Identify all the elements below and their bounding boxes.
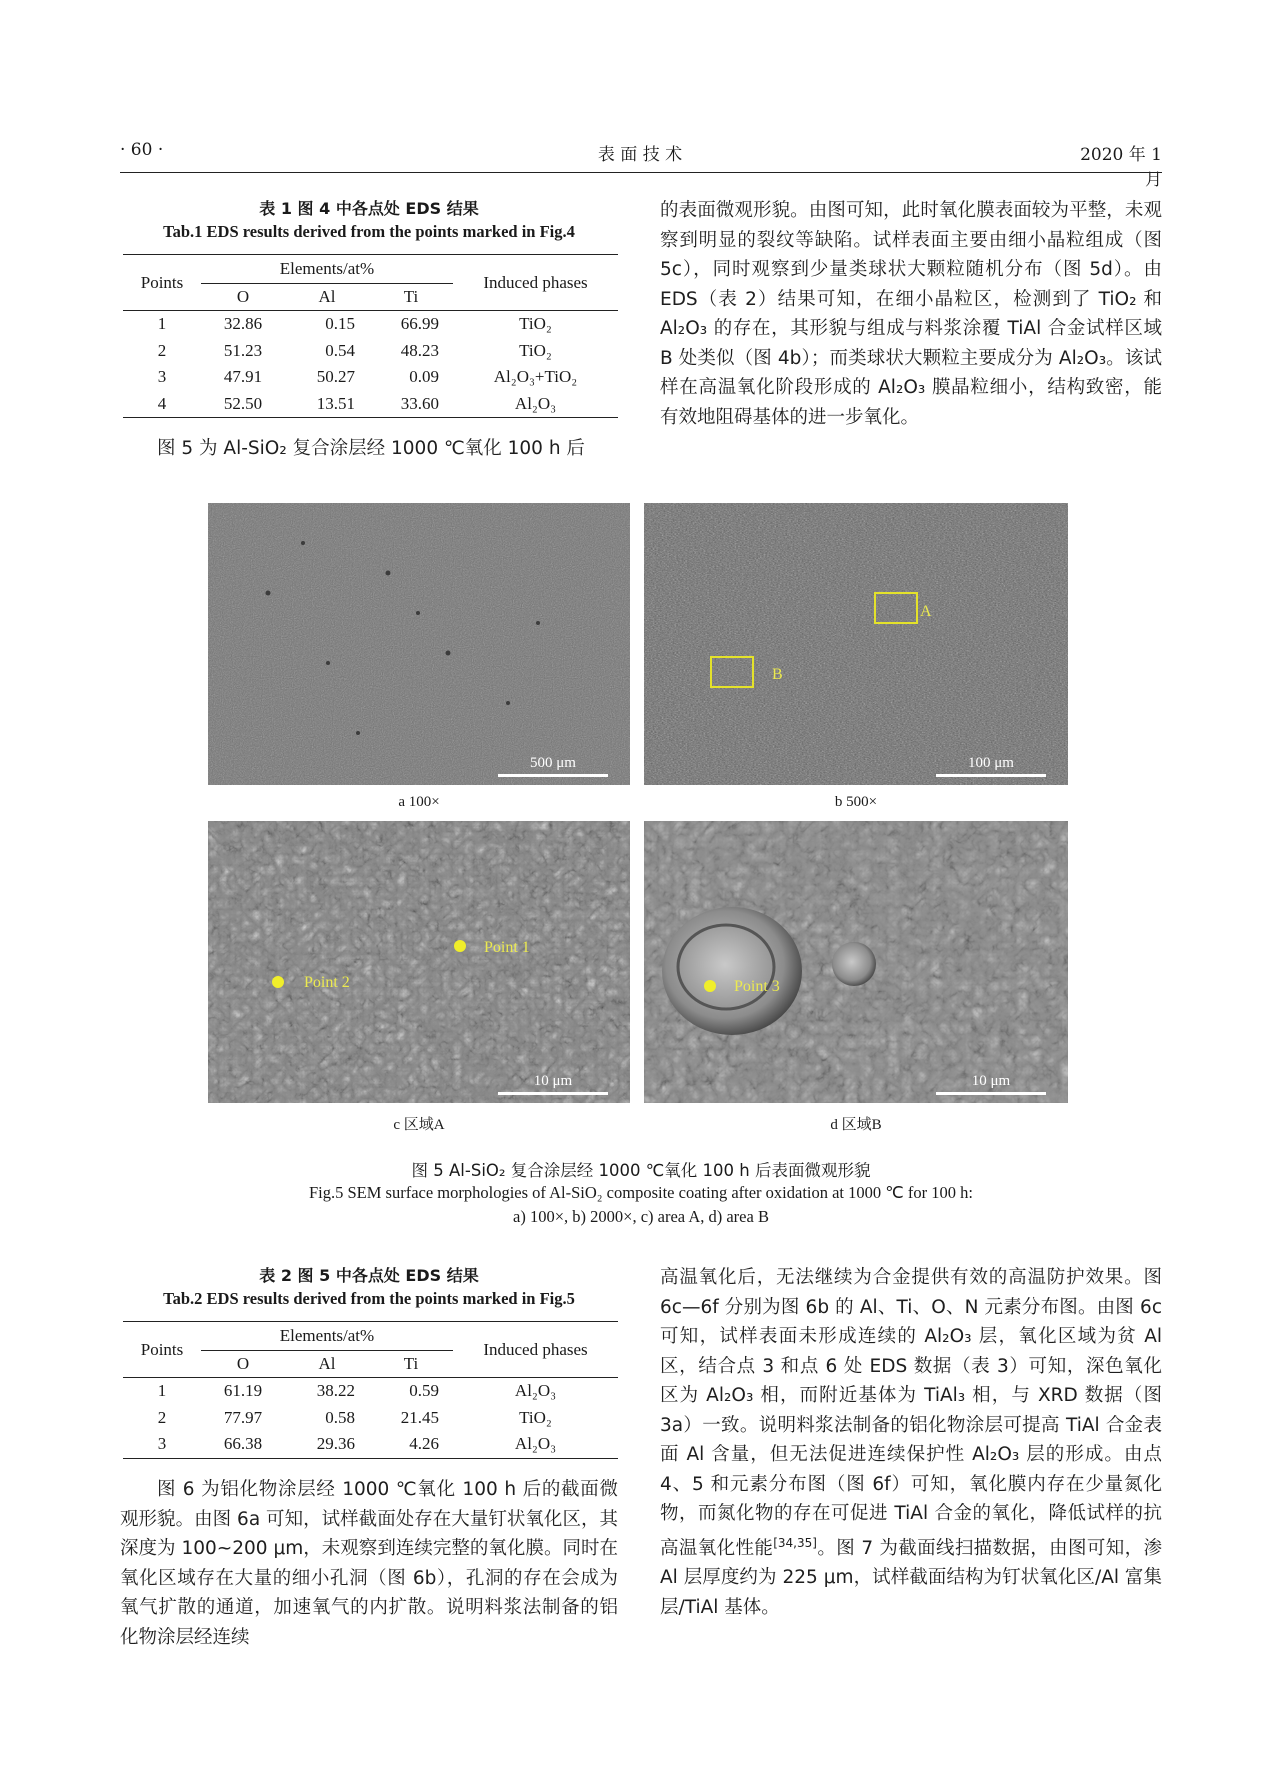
cell-phase: TiO₂ — [519, 314, 552, 334]
cell-o: 66.38 — [223, 1434, 263, 1454]
panel-label-a: a 100× — [398, 794, 440, 810]
scale-label: 500 μm — [530, 755, 576, 771]
cell-o: 52.50 — [223, 393, 263, 413]
table2-caption-en: Tab.2 EDS results derived from the points marked in Fig.5 — [163, 1289, 575, 1308]
page-number: · 60 · — [120, 140, 164, 160]
cell-ti: 66.99 — [400, 314, 439, 334]
cell-o: 47.91 — [223, 367, 263, 387]
cell-o: 61.19 — [223, 1381, 263, 1401]
figure5-caption-en-line2: a) 100×, b) 2000×, c) area A, d) area B — [513, 1207, 769, 1226]
figure5-caption-cn: 图 5 Al-SiO₂ 复合涂层经 1000 ℃氧化 100 h 后表面微观形貌 — [411, 1161, 871, 1180]
panel-label-d: d 区域B — [830, 1117, 882, 1133]
scale-bar-a — [498, 755, 608, 777]
scale-bar-c — [498, 1073, 608, 1095]
table-row — [123, 338, 618, 365]
cell-point: 1 — [157, 1381, 167, 1401]
sem-image-b — [644, 503, 1068, 785]
table2-header-al: Al — [285, 1351, 369, 1378]
table1-header-phases: Induced phases — [453, 255, 618, 311]
region-box-a — [874, 592, 918, 624]
cell-phase: TiO₂ — [519, 1407, 552, 1427]
cell-point: 3 — [157, 367, 167, 387]
sem-image-d — [644, 821, 1068, 1103]
cell-o: 51.23 — [223, 340, 263, 360]
cell-al: 13.51 — [316, 393, 355, 413]
journal-title: 表 面 技 术 — [597, 145, 683, 165]
cell-phase: Al₂O₃+TiO₂ — [493, 367, 578, 387]
cell-ti: 48.23 — [400, 340, 439, 360]
panel-label-c: c 区域A — [393, 1117, 445, 1133]
sem-image-c — [208, 821, 630, 1103]
paragraph-right-2-text: 高温氧化后，无法继续为合金提供有效的高温防护效果。图 6c—6f 分别为图 6b 的 Al、Ti、O、N 元素分布图。由图 6c 可知，试样表面未形成连续的 Al₂O₃ 层，氧化区域为贫 Al 区，结合点 3 和点 6 处 EDS 数据（表 3）可知，深色氧化区为 Al₂O₃ 相，而附近基体为 TiAl₃ 相，与 XRD 数据（图 3a）一致。说明料浆法制备的铝化物涂层可提高 TiAl 合金表面 Al 含量，但无法促进连续保护性 Al₂O₃ 层的形成。由点 4、5 和元素分布图（图 6f）可知，氧化膜内存在少量氮化物，而氮化物的存在可促进 TiAl 合金的氧化，降低试样的抗高温氧化性能 — [660, 1267, 1162, 1559]
point-1-label: Point 1 — [484, 939, 530, 956]
citation-ref: [34,35] — [773, 1535, 817, 1550]
cell-al: 29.36 — [316, 1434, 355, 1454]
table-row — [123, 1431, 618, 1458]
cell-al: 50.27 — [316, 367, 355, 387]
table1-header-ti: Ti — [369, 284, 453, 311]
cell-phase: TiO₂ — [519, 340, 552, 360]
paragraph-right-2-end: 。图 7 为截面线扫描数据，由图可知，渗 Al 层厚度约为 225 μm，试样截面结构为钉状氧化区/Al 富集层/TiAl 基体。 — [660, 1537, 1162, 1618]
header-rule — [120, 172, 1162, 173]
cell-al: 38.22 — [316, 1381, 355, 1401]
cell-phase: Al₂O₃ — [514, 1434, 557, 1454]
table-row — [123, 391, 618, 418]
paragraph-left-1: 图 5 为 Al-SiO₂ 复合涂层经 1000 ℃氧化 100 h 后 — [157, 438, 585, 459]
paragraph-right-2 — [660, 1263, 1162, 1622]
table2 — [123, 1321, 618, 1459]
cell-al: 0.15 — [325, 314, 355, 334]
cell-phase: Al₂O₃ — [514, 393, 557, 413]
point-3-label: Point 3 — [734, 978, 780, 995]
paragraph-left-2: 图 6 为铝化物涂层经 1000 ℃氧化 100 h 后的截面微观形貌。由图 6a 可知，试样截面处存在大量钉状氧化区，其深度为 100~200 μm，未观察到连续完整的氧化膜。同时在氧化区域存在大量的细小孔洞（图 6b），孔洞的存在会成为氧气扩散的通道，加速氧气的内扩散。说明料浆法制备的铝化物涂层经连续 — [120, 1479, 618, 1648]
point-2-label: Point 2 — [304, 974, 350, 991]
table2-header-elements: Elements/at% — [201, 1322, 453, 1351]
cell-al: 0.58 — [325, 1407, 355, 1427]
table-row — [123, 311, 618, 338]
sem-image-a — [208, 503, 630, 785]
point-2-marker — [272, 976, 284, 988]
region-label-b: B — [772, 666, 783, 683]
table1-header-o: O — [201, 284, 285, 311]
point-3-marker — [704, 980, 716, 992]
cell-point: 1 — [157, 314, 167, 334]
table1-caption-en: Tab.1 EDS results derived from the points marked in Fig.4 — [163, 222, 575, 241]
table-row — [123, 1378, 618, 1405]
cell-point: 2 — [157, 340, 167, 360]
cell-phase: Al₂O₃ — [514, 1381, 557, 1401]
scale-label: 10 μm — [533, 1073, 573, 1089]
table2-header-points: Points — [123, 1322, 201, 1378]
figure5-caption-en-line1: Fig.5 SEM surface morphologies of Al-SiO₂ composite coating after oxidation at 1000 ℃ for 100 h: — [308, 1183, 973, 1202]
table-row — [123, 364, 618, 391]
cell-ti: 33.60 — [400, 393, 439, 413]
cell-o: 77.97 — [223, 1407, 263, 1427]
cell-ti: 0.59 — [409, 1381, 439, 1401]
table1-header-elements: Elements/at% — [201, 255, 453, 284]
table1-caption-cn: 表 1 图 4 中各点处 EDS 结果 — [259, 199, 479, 218]
point-1-marker — [454, 940, 466, 952]
table2-caption-cn: 表 2 图 5 中各点处 EDS 结果 — [259, 1266, 479, 1285]
paragraph-right-1: 的表面微观形貌。由图可知，此时氧化膜表面较为平整，未观察到明显的裂纹等缺陷。试样表面主要由细小晶粒组成（图 5c），同时观察到少量类球状大颗粒随机分布（图 5d）。由 EDS（表 2）结果可知，在细小晶粒区，检测到了 TiO₂ 和 Al₂O₃ 的存在，其形貌与组成与料浆涂覆 TiAl 合金试样区域 B 处类似（图 4b）；而类球状大颗粒主要成分为 Al₂O₃。该试样在高温氧化阶段形成的 Al₂O₃ 膜晶粒细小，结构致密，能有效地阻碍基体的进一步氧化。 — [660, 200, 1162, 428]
table1-header-points: Points — [123, 255, 201, 311]
cell-ti: 0.09 — [409, 367, 439, 387]
table1-header-al: Al — [285, 284, 369, 311]
scale-bar-b — [936, 755, 1046, 777]
cell-point: 4 — [157, 393, 167, 413]
cell-ti: 21.45 — [400, 1407, 439, 1427]
panel-label-b: b 500× — [834, 794, 878, 810]
cell-al: 0.54 — [325, 340, 355, 360]
scale-label: 10 μm — [971, 1073, 1011, 1089]
table2-header-ti: Ti — [369, 1351, 453, 1378]
scale-bar-d — [936, 1073, 1046, 1095]
issue-date: 2020 年 1 月 — [1080, 145, 1162, 190]
table1 — [123, 254, 618, 418]
cell-point: 3 — [157, 1434, 167, 1454]
table-row — [123, 1405, 618, 1432]
cell-ti: 4.26 — [409, 1434, 439, 1454]
region-label-a: A — [920, 603, 932, 620]
cell-o: 32.86 — [223, 314, 263, 334]
region-box-b — [710, 656, 754, 688]
cell-point: 2 — [157, 1407, 167, 1427]
table2-header-o: O — [201, 1351, 285, 1378]
table2-header-phases: Induced phases — [453, 1322, 618, 1378]
scale-label: 100 μm — [968, 755, 1014, 771]
